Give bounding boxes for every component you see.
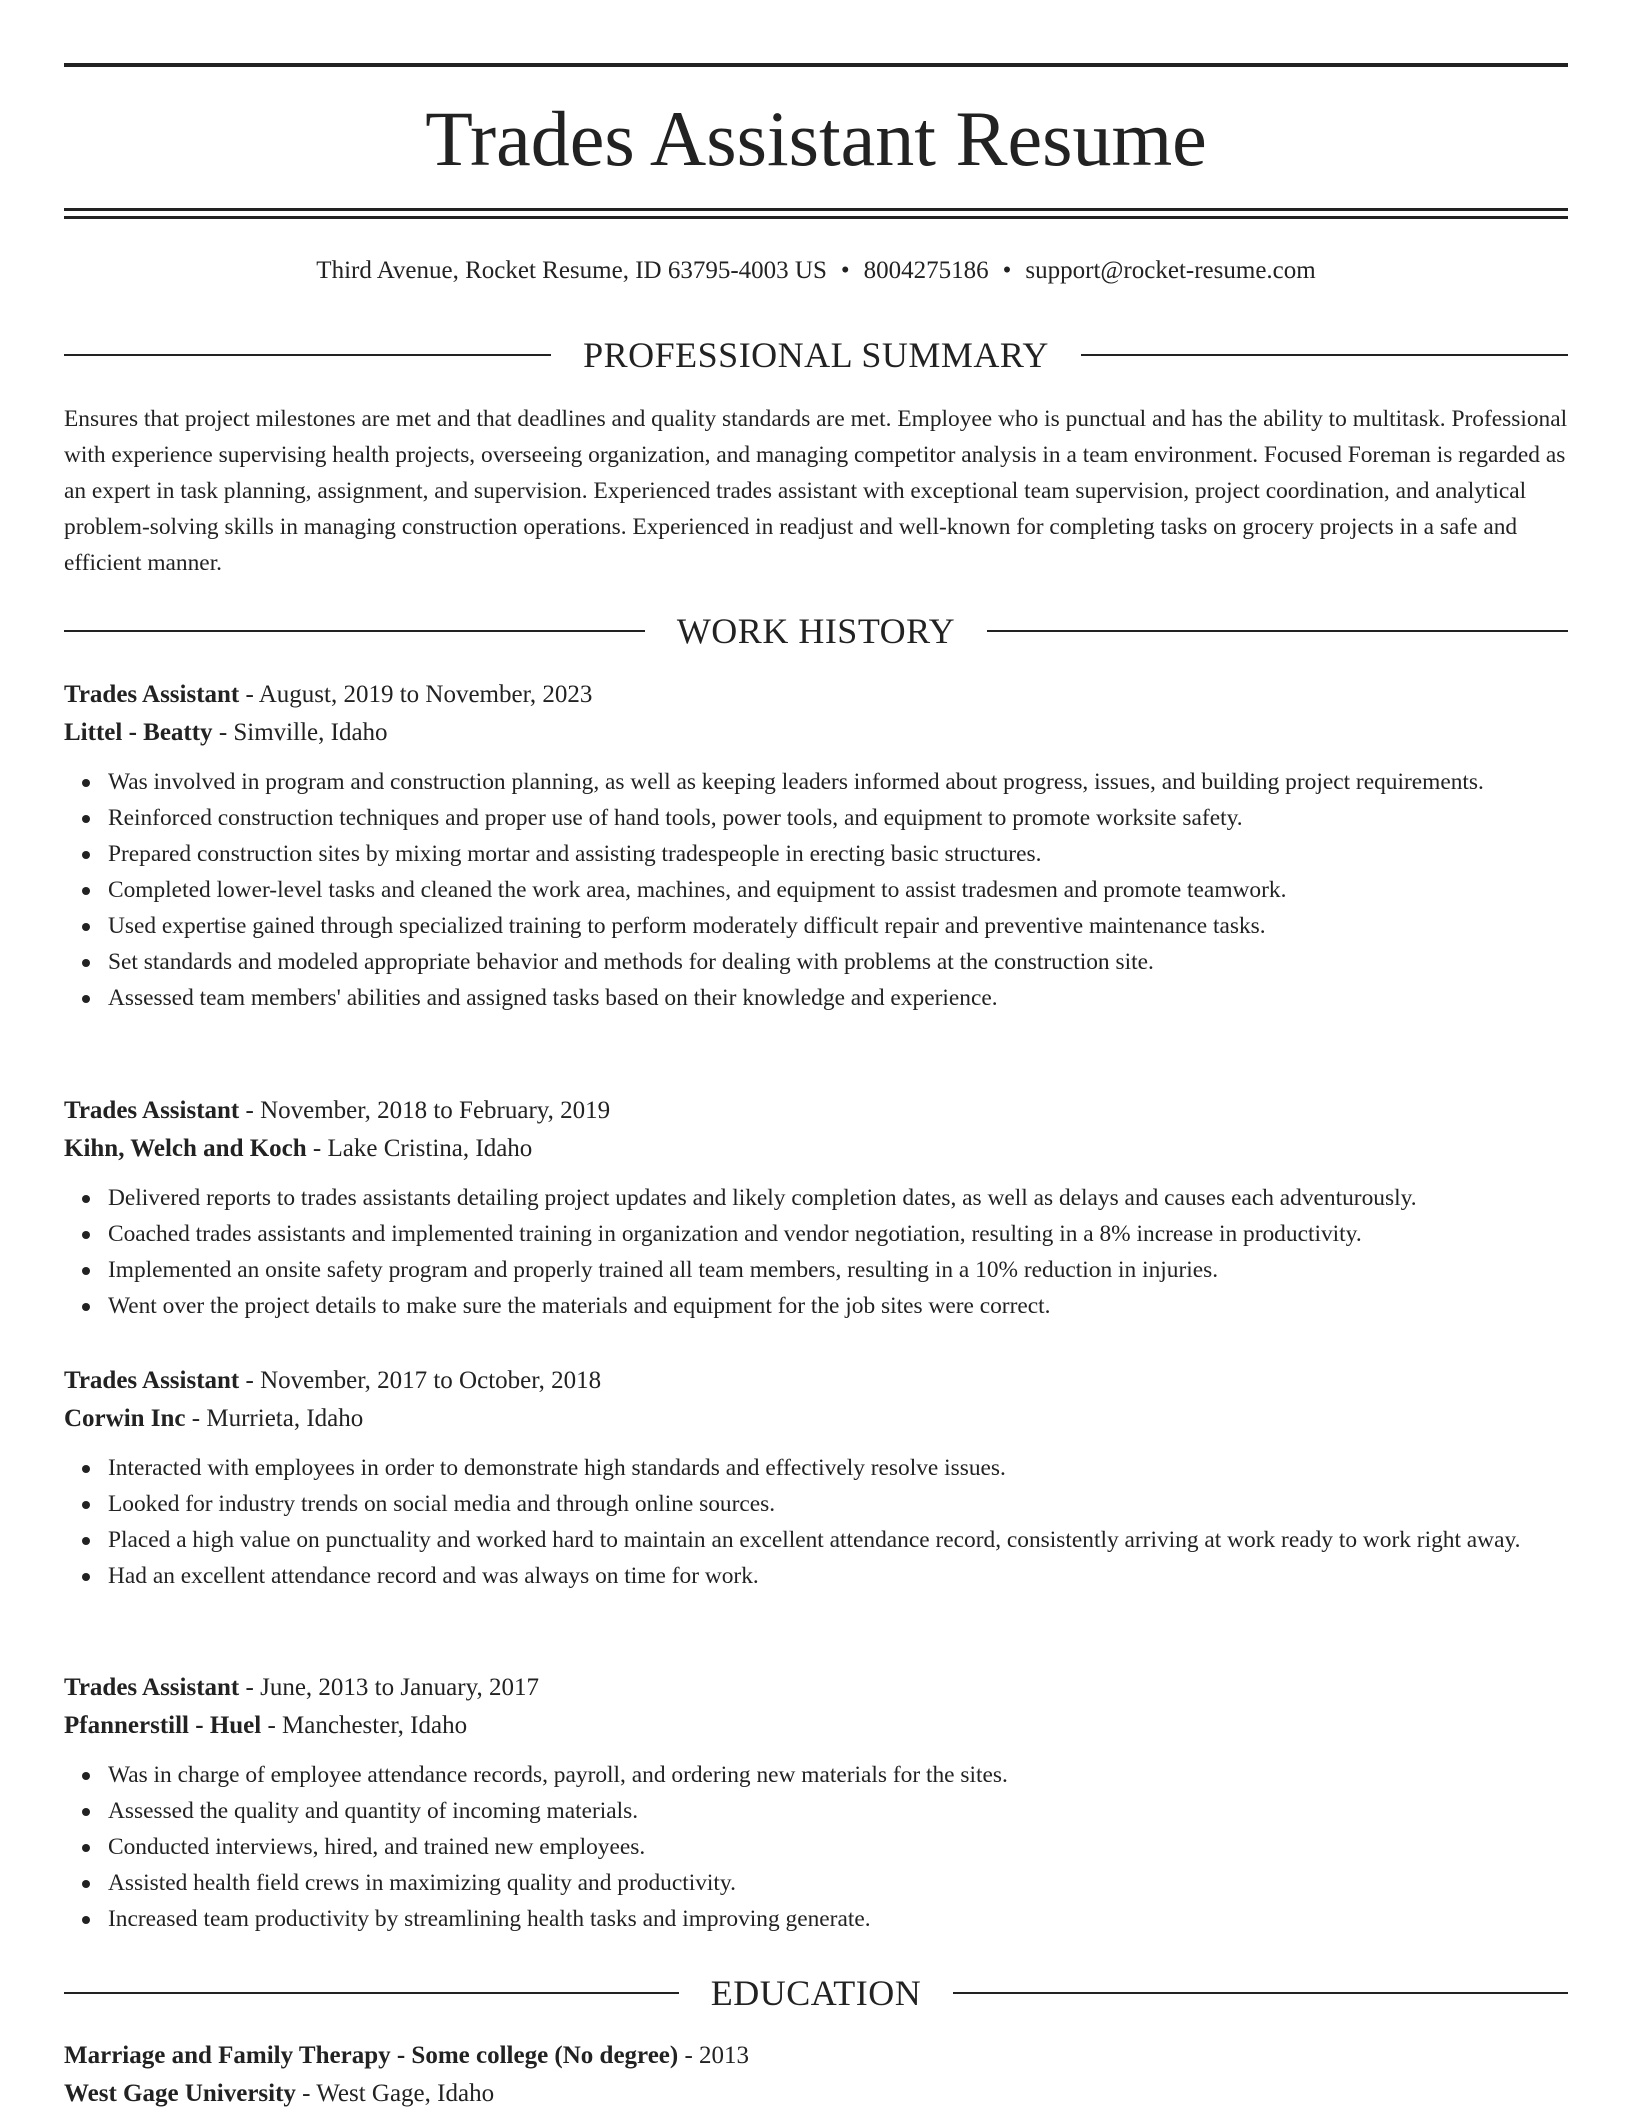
job-dates: - November, 2017 to October, 2018: [245, 1367, 602, 1394]
contact-phone: 8004275186: [863, 257, 989, 284]
job-title: Trades Assistant: [64, 1367, 240, 1394]
job-company: Corwin Inc: [64, 1405, 186, 1432]
job-bullet: Prepared construction sites by mixing mortar and assisting tradespeople in erecting basic structures.: [108, 836, 1568, 872]
job-bullet: Reinforced construction techniques and proper use of hand tools, power tools, and equipment to promote worksite safety.: [108, 800, 1568, 836]
job-bullet: Increased team productivity by streamlining health tasks and improving generate.: [108, 1901, 1568, 1937]
summary-section-header: [64, 332, 1568, 378]
job-dates: - August, 2019 to November, 2023: [245, 681, 593, 708]
job-bullet: Assisted health field crews in maximizing quality and productivity.: [108, 1865, 1568, 1901]
contact-email: support@rocket-resume.com: [1025, 257, 1316, 284]
job-bullet: Was in charge of employee attendance records, payroll, and ordering new materials for the sites.: [108, 1757, 1568, 1793]
job-bullets: [64, 764, 1568, 1016]
section-rule-right: [1081, 354, 1568, 356]
education-entry: [64, 2037, 1568, 2113]
education-school: West Gage University: [64, 2080, 296, 2107]
job-location: - Simville, Idaho: [218, 719, 388, 746]
work-heading: WORK HISTORY: [676, 611, 956, 651]
contact-address: Third Avenue, Rocket Resume, ID 63795-4003 US: [316, 257, 827, 284]
job-company-line: [64, 1130, 1568, 1168]
job-title-line: [64, 1669, 1568, 1707]
job-title-line: [64, 1362, 1568, 1400]
section-rule-left: [64, 630, 645, 632]
contact-separator: •: [840, 257, 850, 284]
job-bullet: Implemented an onsite safety program and properly trained all team members, resulting in a 10% reduction in injuries.: [108, 1252, 1568, 1288]
job-bullet: Looked for industry trends on social media and through online sources.: [108, 1486, 1568, 1522]
job-bullet: Assessed team members' abilities and assigned tasks based on their knowledge and experience.: [108, 980, 1568, 1016]
job-title: Trades Assistant: [64, 1674, 240, 1701]
job-dates: - June, 2013 to January, 2017: [245, 1674, 539, 1701]
job-entry: [64, 1669, 1568, 1937]
job-location: - Lake Cristina, Idaho: [312, 1135, 533, 1162]
summary-text: Ensures that project milestones are met and that deadlines and quality standards are met. Employee who is punctual and has the ability to multitask. Professional with experience supervising health projects, overseeing organization, and managing competitor analysis in a team environment. Focused Foreman is regarded as an expert in task planning, assignment, and supervision. Experienced trades assistant with exceptional team supervision, project coordination, and analytical problem-solving skills in managing construction operations. Experienced in readjust and well-known for completing tasks on grocery projects in a safe and efficient manner.: [64, 406, 1568, 576]
title-rule-upper: [64, 208, 1568, 211]
job-title: Trades Assistant: [64, 681, 240, 708]
education-degree: Marriage and Family Therapy - Some college (No degree): [64, 2042, 679, 2069]
summary-heading: PROFESSIONAL SUMMARY: [583, 335, 1049, 375]
job-bullet: Delivered reports to trades assistants detailing project updates and likely completion dates, as well as delays and causes each adventurously.: [108, 1180, 1568, 1216]
job-bullet: Placed a high value on punctuality and worked hard to maintain an excellent attendance record, consistently arriving at work ready to work right away.: [108, 1522, 1568, 1558]
job-title: Trades Assistant: [64, 1097, 240, 1124]
section-rule-right: [987, 630, 1568, 632]
contact-separator: •: [1002, 257, 1012, 284]
job-entry: [64, 1092, 1568, 1324]
education-section-header: [64, 1970, 1568, 2016]
section-rule-left: [64, 354, 551, 356]
job-title-line: [64, 1092, 1568, 1130]
job-bullet: Conducted interviews, hired, and trained new employees.: [108, 1829, 1568, 1865]
job-company: Pfannerstill - Huel: [64, 1712, 262, 1739]
job-entry: [64, 1362, 1568, 1594]
job-location: - Murrieta, Idaho: [191, 1405, 364, 1432]
job-location: - Manchester, Idaho: [267, 1712, 468, 1739]
job-entry: [64, 676, 1568, 1016]
contact-line: [64, 254, 1568, 288]
job-company-line: [64, 1400, 1568, 1438]
job-bullet: Had an excellent attendance record and was always on time for work.: [108, 1558, 1568, 1594]
job-company: Kihn, Welch and Koch: [64, 1135, 307, 1162]
job-dates: - November, 2018 to February, 2019: [245, 1097, 611, 1124]
job-bullet: Used expertise gained through specialized training to perform moderately difficult repair and preventive maintenance tasks.: [108, 908, 1568, 944]
education-location: - West Gage, Idaho: [302, 2080, 495, 2107]
section-rule-right: [953, 1992, 1568, 1994]
work-section-header: [64, 608, 1568, 654]
job-company-line: [64, 1707, 1568, 1745]
education-heading: EDUCATION: [710, 1973, 922, 2013]
job-bullets: [64, 1180, 1568, 1324]
education-year: - 2013: [684, 2042, 750, 2069]
job-title-line: [64, 676, 1568, 714]
job-bullets: [64, 1757, 1568, 1937]
education-school-line: [64, 2075, 1568, 2113]
section-rule-left: [64, 1992, 679, 1994]
title-rule-lower: [64, 216, 1568, 219]
job-bullet: Completed lower-level tasks and cleaned the work area, machines, and equipment to assist tradesmen and promote teamwork.: [108, 872, 1568, 908]
job-bullet: Assessed the quality and quantity of incoming materials.: [108, 1793, 1568, 1829]
job-bullets: [64, 1450, 1568, 1594]
resume-title: Trades Assistant Resume: [425, 95, 1207, 182]
job-bullet: Was involved in program and construction planning, as well as keeping leaders informed about progress, issues, and building project requirements.: [108, 764, 1568, 800]
top-rule: [64, 63, 1568, 67]
job-bullet: Coached trades assistants and implemented training in organization and vendor negotiation, resulting in a 8% increase in productivity.: [108, 1216, 1568, 1252]
job-bullet: Went over the project details to make sure the materials and equipment for the job sites were correct.: [108, 1288, 1568, 1324]
job-company-line: [64, 714, 1568, 752]
job-bullet: Interacted with employees in order to demonstrate high standards and effectively resolve issues.: [108, 1450, 1568, 1486]
job-bullet: Set standards and modeled appropriate behavior and methods for dealing with problems at the construction site.: [108, 944, 1568, 980]
education-degree-line: [64, 2037, 1568, 2075]
job-company: Littel - Beatty: [64, 719, 213, 746]
